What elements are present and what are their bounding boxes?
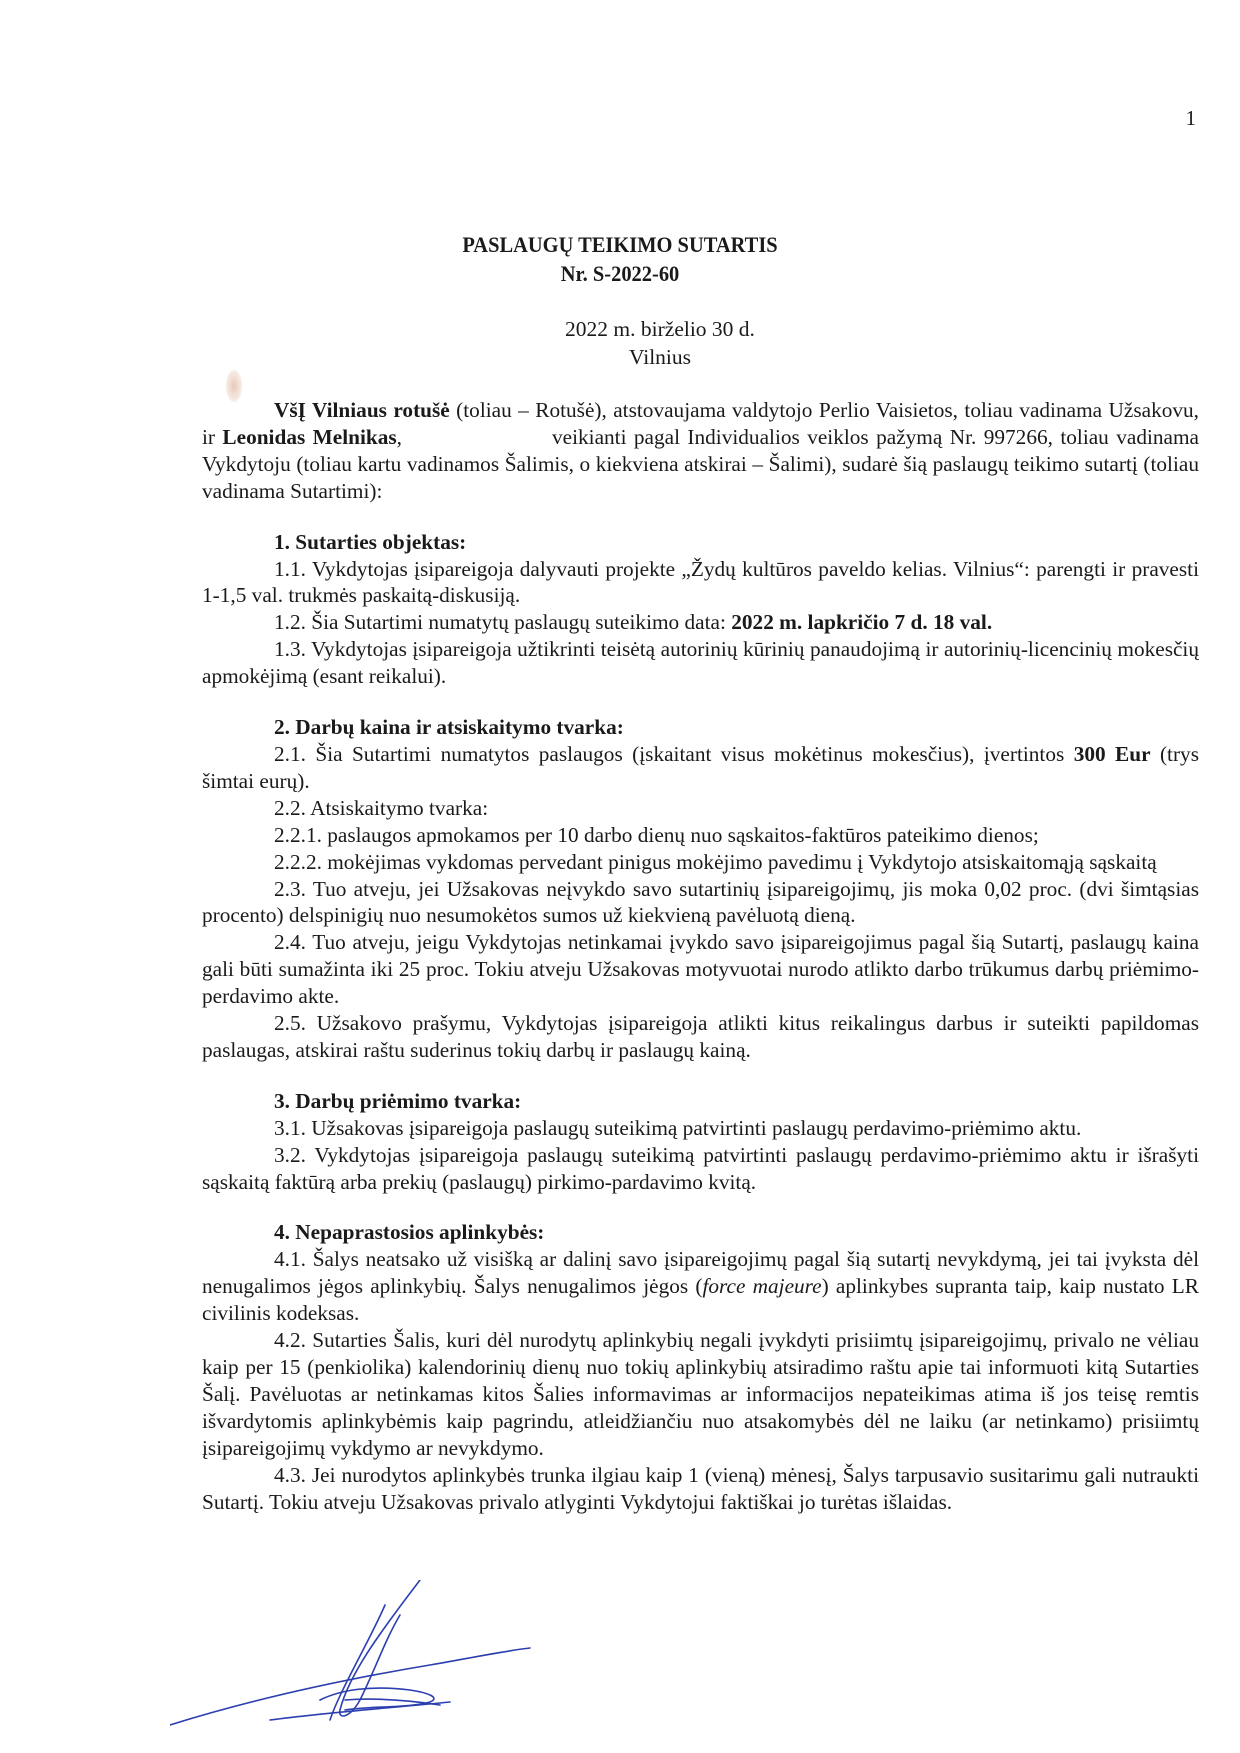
bold-text: 2022 m. lapkričio 7 d. 18 val. bbox=[731, 610, 993, 635]
signature-icon bbox=[170, 1580, 550, 1730]
contract-city: Vilnius bbox=[628, 345, 692, 369]
text-run: 1.2. Šia Sutartimi numatytų paslaugų suteikimo data: bbox=[274, 610, 732, 635]
text-run: 4.2. Sutarties Šalis, kuri dėl nurodytų aplinkybių negali įvykdyti prisiimtų įsipareigojimų, privalo ne vėliau kaip per 15 (penkiolika) kalendorinių dienų nuo tokių aplinkybių atsiradimo raštu apie tai informuoti kitą Sutarties Šalį. Pavėluotas ar netinkamas kitos Šalies informavimas ar informacijos nepateikimas atima iš jos teisę remtis išvardytomis aplinkybėmis kaip pagrindu, atleidžiančiu nuo atsakomybės dėl ne laiku (ar netinkamo) prisiimtų įsipareigojimų vykdymo ar nevykdymo. bbox=[202, 1328, 1199, 1460]
clause bbox=[202, 929, 1199, 1010]
clause bbox=[202, 1010, 1199, 1064]
text-run: 2.4. Tuo atveju, jeigu Vykdytojas netinkamai įvykdo savo įsipareigojimus pagal šią Sutartį, paslaugų kaina gali būti sumažinta iki 25 proc. Tokiu atveju Užsakovas motyvuotai nurodo atlikto darbo trūkumus darbų priėmimo-perdavimo akte. bbox=[202, 930, 1199, 1009]
text-run: 2.3. Tuo atveju, jei Užsakovas neįvykdo savo sutartinių įsipareigojimų, jis moka 0,02 proc. (dvi šimtąsias procento) delspinigių nuo nesumokėtos sumos už kiekvieną pavėluotą dieną. bbox=[202, 876, 1199, 928]
section-heading: 2. Darbų kaina ir atsiskaitymo tvarka: bbox=[274, 715, 624, 740]
text-run: 1.3. Vykdytojas įsipareigoja užtikrinti teisėtą autorinių kūrinių panaudojimą ir autorinių-licencinių mokesčių apmokėjimą (esant reikalui). bbox=[202, 637, 1199, 689]
intro-paragraph bbox=[202, 397, 1199, 505]
clause bbox=[202, 1142, 1199, 1196]
section-heading: 3. Darbų priėmimo tvarka: bbox=[274, 1088, 522, 1113]
text-run: 1.1. Vykdytojas įsipareigoja dalyvauti projekte „Žydų kultūros paveldo kelias. Vilnius“: parengti ir pravesti 1-1,5 val. trukmės paskaitą-diskusiją. bbox=[202, 556, 1199, 608]
clause bbox=[202, 849, 1199, 876]
text-run: 2.5. Užsakovo prašymu, Vykdytojas įsipareigoja atlikti kitus reikalingus darbus ir suteikti papildomas paslaugas, atskirai raštu suderinus tokių darbų ir paslaugų kainą. bbox=[202, 1011, 1199, 1062]
text-run: 2.1. Šia Sutartimi numatytos paslaugos (įskaitant visus mokėtinus mokesčius), įvertintos bbox=[274, 741, 1074, 766]
section-heading: 1. Sutarties objektas: bbox=[274, 529, 467, 554]
contract-body bbox=[202, 397, 1199, 1515]
clause bbox=[202, 1246, 1199, 1327]
bold-text: Leonidas Melnikas bbox=[222, 424, 397, 449]
text-run: 4.3. Jei nurodytos aplinkybės trunka ilgiau kaip 1 (vieną) mėnesį, Šalys tarpusavio susitarimu gali nutraukti Sutartį. Tokiu atveju Užsakovas privalo atlyginti Vykdytojui faktiškai jo turėtas išlaidas. bbox=[202, 1462, 1199, 1514]
text-run: (toliau – Rotušė), atstovaujama valdytojo Perlio Vaisietos, toliau vadinama Užsakovu, ir bbox=[202, 398, 1200, 449]
contract-date: 2022 m. birželio 30 d. bbox=[565, 317, 755, 341]
clause bbox=[202, 556, 1199, 610]
text-run: 3.2. Vykdytojas įsipareigoja paslaugų suteikimą patvirtinti paslaugų perdavimo-priėmimo aktu ir išrašyti sąskaitą faktūrą arba prekių (paslaugų) pirkimo-pardavimo kvitą. bbox=[202, 1142, 1199, 1194]
clause bbox=[202, 1115, 1199, 1142]
clause bbox=[202, 1462, 1199, 1516]
clause bbox=[202, 741, 1199, 795]
text-run: 2.2.1. paslaugos apmokamos per 10 darbo dienų nuo sąskaitos-faktūros pateikimo dienos; bbox=[274, 822, 1039, 847]
contract-section bbox=[202, 1219, 1199, 1515]
date-place-block bbox=[0, 315, 1240, 371]
text-run: (trys šimtai eurų). bbox=[202, 741, 1199, 793]
document-title: PASLAUGŲ TEIKIMO SUTARTIS bbox=[462, 232, 778, 257]
text-run: 2.2. Atsiskaitymo tvarka: bbox=[274, 795, 489, 820]
text-run: ) aplinkybes supranta taip, kaip nustato LR civilinis kodeksas. bbox=[202, 1274, 1199, 1326]
clause bbox=[202, 876, 1199, 930]
page-number: 1 bbox=[1185, 106, 1196, 130]
bold-text: VšĮ Vilniaus rotušė bbox=[274, 398, 450, 422]
clause bbox=[202, 795, 1199, 822]
text-run: , bbox=[396, 424, 402, 449]
contract-number: Nr. S-2022-60 bbox=[560, 261, 680, 286]
italic-text: force majeure bbox=[702, 1274, 822, 1299]
contract-section bbox=[202, 1088, 1199, 1196]
bold-text: 300 Eur bbox=[1073, 741, 1151, 766]
contract-section bbox=[202, 714, 1199, 1064]
text-run: 4.1. Šalys neatsako už visišką ar dalinį savo įsipareigojimų pagal šią sutartį nevykdymą, jei tai įvyksta dėl nenugalimos jėgos aplinkybių. Šalys nenugalimos jėgos ( bbox=[202, 1247, 1199, 1299]
clause bbox=[202, 636, 1199, 690]
text-run: 2.2.2. mokėjimas vykdomas pervedant pinigus mokėjimo pavedimu į Vykdytojo atsiskaitomąją sąskaitą bbox=[274, 849, 1157, 874]
section-heading: 4. Nepaprastosios aplinkybės: bbox=[274, 1220, 545, 1245]
contract-section bbox=[202, 529, 1199, 690]
document-title-block bbox=[43, 230, 1196, 288]
text-run: 3.1. Užsakovas įsipareigoja paslaugų suteikimą patvirtinti paslaugų perdavimo-priėmimo aktu. bbox=[274, 1115, 1082, 1140]
clause bbox=[202, 609, 1199, 636]
clause bbox=[202, 1327, 1199, 1462]
text-run: veikianti pagal Individualios veiklos pažymą Nr. 997266, toliau vadinama Vykdytoju (toliau kartu vadinamos Šalimis, o kiekviena atskirai – Šalimi), sudarė šią paslaugų teikimo sutartį (toliau vadinama Sutartimi): bbox=[202, 424, 1200, 503]
clause bbox=[202, 822, 1199, 849]
